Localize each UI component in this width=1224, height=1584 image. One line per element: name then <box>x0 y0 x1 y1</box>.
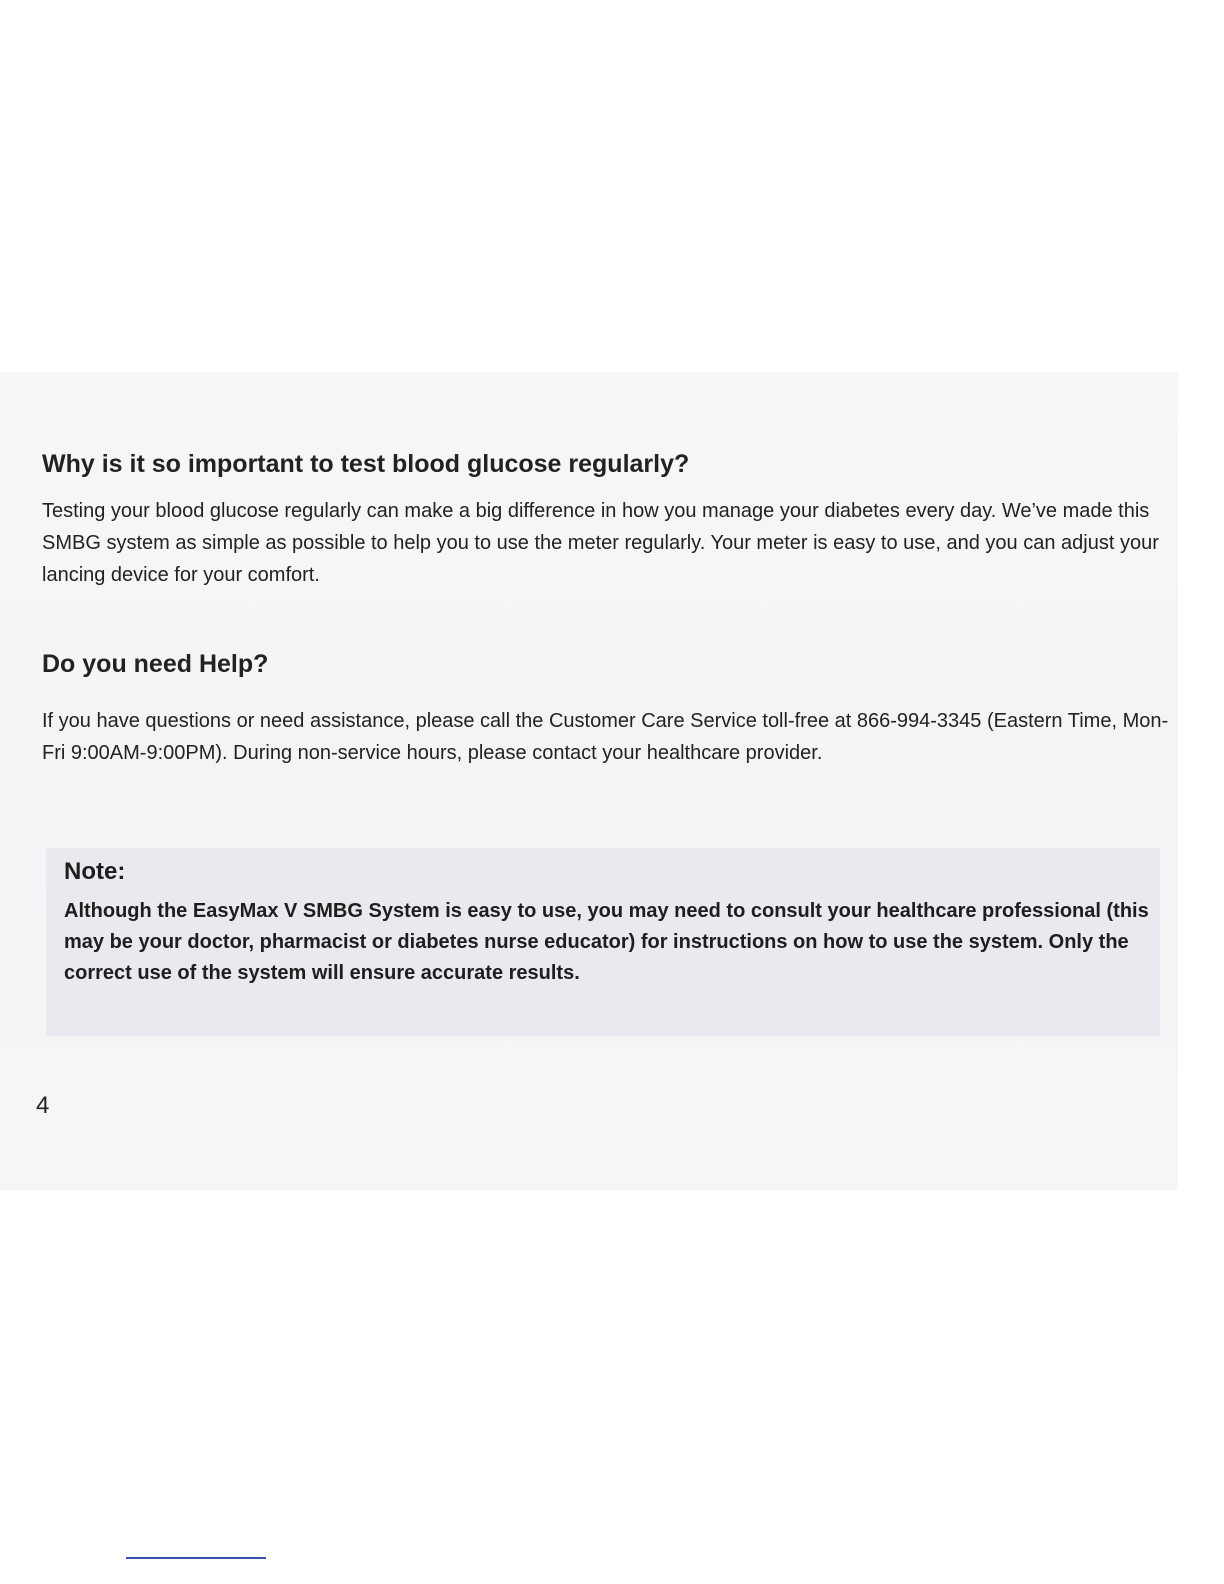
bottom-rule-divider <box>126 1557 266 1559</box>
note-box <box>46 848 1160 1036</box>
page-number: 4 <box>36 1092 50 1119</box>
note-title: Note: <box>64 858 126 885</box>
note-text: Although the EasyMax V SMBG System is easy to use, you may need to consult your healthcare professional (this may be your doctor, pharmacist or diabetes nurse educator) for instructions on how to use the system. Only the correct use of the system will ensure accurate results. <box>64 900 1149 984</box>
section-heading-help: Do you need Help? <box>42 650 269 678</box>
section-heading-importance: Why is it so important to test blood glucose regularly? <box>42 450 690 478</box>
section-body-help: If you have questions or need assistance, please call the Customer Care Service toll-free at 866-994-3345 (Eastern Time, Mon-Fri 9:00AM-9:00PM). During non-service hours, please contact your healthcare provider. <box>42 710 1169 764</box>
section-body-importance: Testing your blood glucose regularly can make a big difference in how you manage your diabetes every day. We’ve made this SMBG system as simple as possible to help you to use the meter regularly. Your meter is easy to use, and you can adjust your lancing device for your comfort. <box>42 500 1159 586</box>
